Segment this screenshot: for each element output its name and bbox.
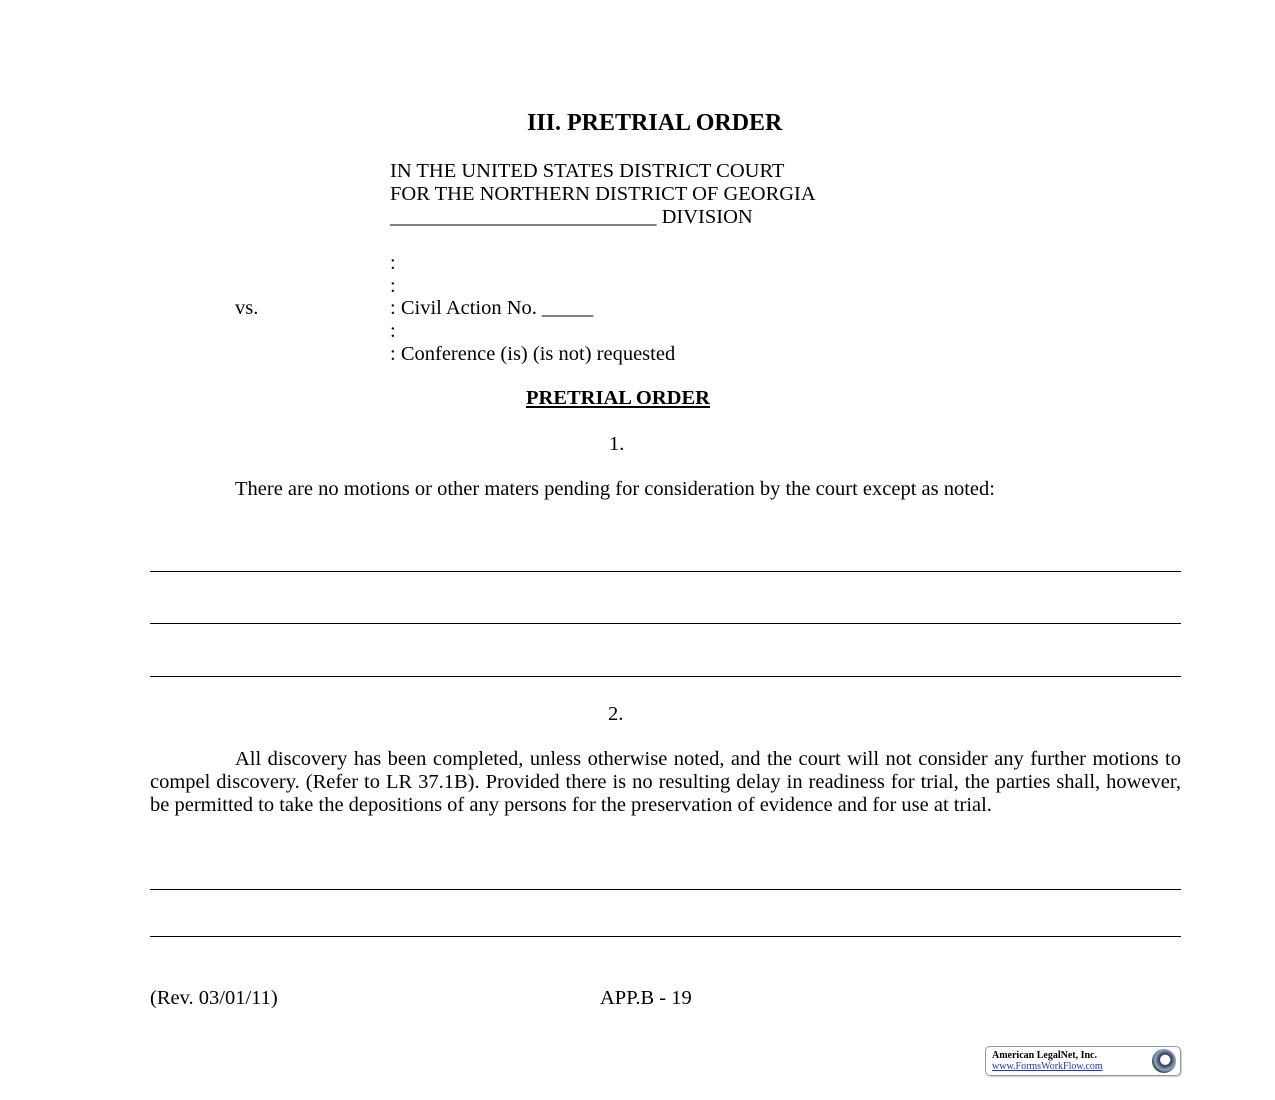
blank-line <box>150 936 1181 937</box>
court-line-2: FOR THE NORTHERN DISTRICT OF GEORGIA <box>390 183 816 205</box>
section-number-2: 2. <box>608 703 624 725</box>
document-title: III. PRETRIAL ORDER <box>527 110 783 136</box>
section-2-text: All discovery has been completed, unless otherwise noted, and the court will not consider any further motions to compel discovery. (Refer to LR 37.1B). Provided there is no resulting delay in readiness for trial, the parties shall, however, be permitted to take the depositions of any persons for the preservation of evidence and for use at trial. <box>150 748 1181 816</box>
caption-colon: : <box>390 252 396 274</box>
court-line-1: IN THE UNITED STATES DISTRICT COURT <box>390 160 785 182</box>
blank-line <box>150 571 1181 572</box>
blank-line <box>150 676 1181 677</box>
caption-colon: : <box>390 275 396 297</box>
conference-request: : Conference (is) (is not) requested <box>390 343 676 365</box>
american-legalnet-logo[interactable] <box>985 1046 1181 1076</box>
caption-colon: : <box>390 320 396 342</box>
revision-date: (Rev. 03/01/11) <box>150 987 278 1009</box>
section-number-1: 1. <box>609 433 625 455</box>
logo-company-name: American LegalNet, Inc. <box>992 1050 1097 1061</box>
blank-line <box>150 623 1181 624</box>
logo-url-link[interactable]: www.FormsWorkFlow.com <box>992 1061 1103 1072</box>
section-heading: PRETRIAL ORDER <box>526 387 710 409</box>
division-line: __________________________ DIVISION <box>390 206 753 228</box>
blank-line <box>150 889 1181 890</box>
globe-icon <box>1152 1049 1176 1073</box>
section-1-text: There are no motions or other maters pending for consideration by the court except as noted: <box>235 478 995 500</box>
civil-action-number: : Civil Action No. _____ <box>390 297 594 319</box>
versus-label: vs. <box>235 297 259 319</box>
page-number: APP.B - 19 <box>600 987 692 1009</box>
